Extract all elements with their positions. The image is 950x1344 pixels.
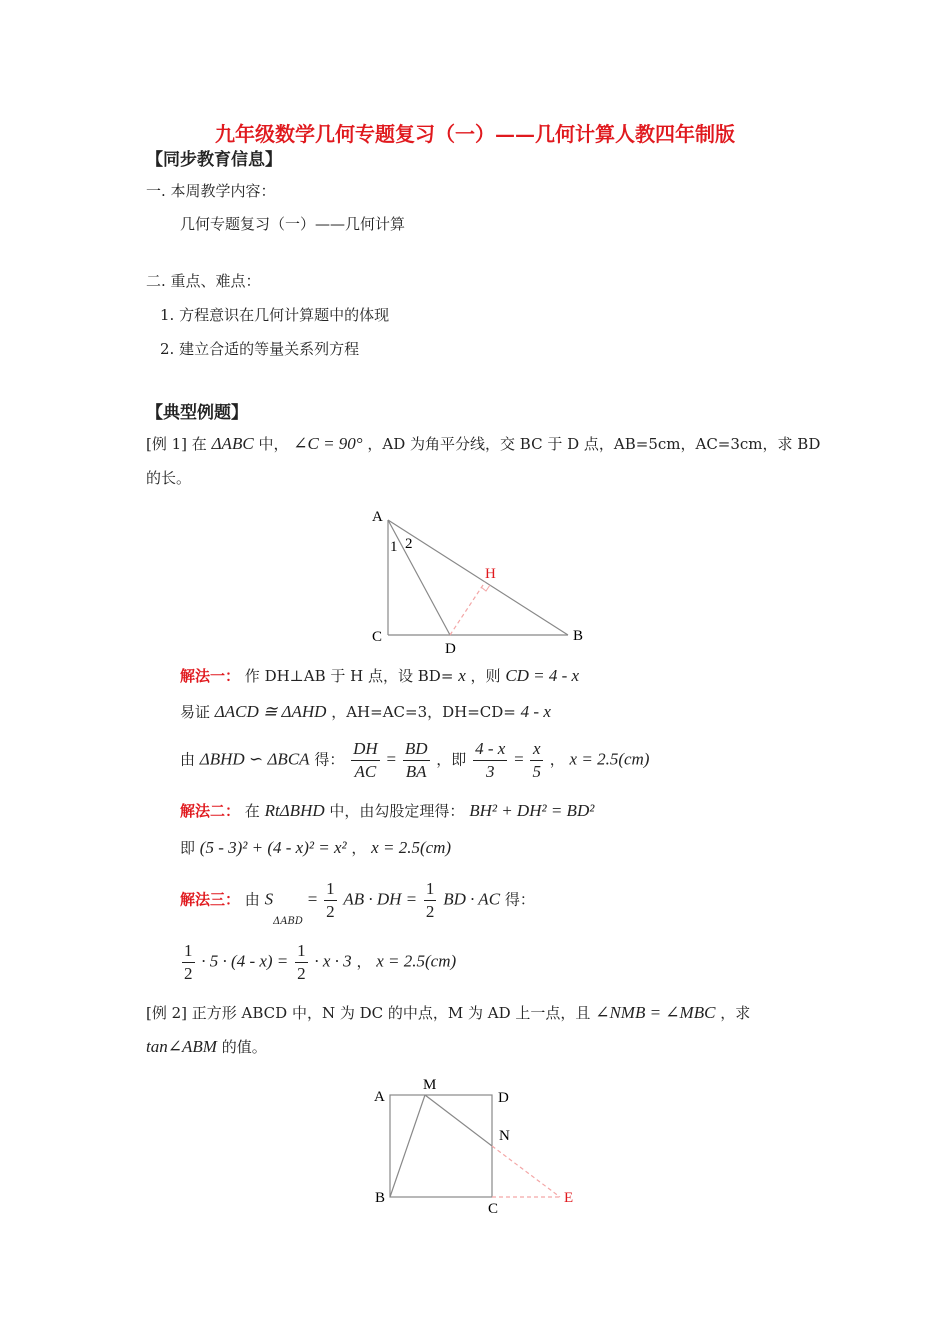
sol1-l2-congruent: ΔACD ≅ ΔAHD [214,702,327,721]
sol2-equation: (5 - 3)² + (4 - x)² = x² [199,838,347,857]
sol1-l2-text: 易证 [180,703,211,721]
half4-top: 1 [295,940,308,963]
sol3-result: x = 2.5(cm) [376,951,457,971]
solution1-line3: 由 ΔBHD ∽ ΔBCA 得： $\frac{DH}{AC}$ = $\frac{BD}{BA}$ ，即 $\frac{4 - x}{3}$ = $\frac{x}{5}$ ， x = 2.5(cm) [180,739,650,781]
example2-figure [365,1072,595,1222]
fig1-label-h: H [485,566,496,582]
sol3-l2-b: · x · 3 [314,951,352,971]
example1-line2: 的长。 [146,469,192,487]
sol3-half-2 [424,878,437,923]
section1-content: 几何专题复习（一）——几何计算 [180,215,406,233]
sol2-text: 在 [244,802,260,820]
key-point-2: 2. 建立合适的等量关系列方程 [160,340,360,358]
frac-bd-top: BD [403,738,430,761]
sol1-text: 作 DH⊥AB 于 H 点，设 BD= [244,667,454,685]
half1-top: 1 [324,878,337,901]
info-header: 【同步教育信息】 [146,150,282,170]
fig2-label-e: E [564,1190,574,1206]
sol3-l2-a: · 5 · (4 - x) = [201,951,289,971]
frac-dh-top: DH [351,738,380,761]
sol1-l2-rest: ，AH=AC=3，DH=CD= [331,703,516,721]
fig1-label-a: A [372,509,383,525]
sol1-result: x = 2.5(cm) [569,749,650,769]
sol3-area-s: S [264,889,274,909]
sol2-text2: 中，由勾股定理得： [329,802,465,820]
half4-bot: 2 [297,964,306,983]
half3-top: 1 [182,940,195,963]
fig2-label-n: N [499,1128,510,1144]
sol2-ji: 即 [180,839,196,857]
example2-line2 [146,1036,267,1057]
sol1-x: x [458,666,466,685]
frac-dh-ac [351,738,380,783]
fig2-label-c: C [488,1201,499,1217]
frac-x-5 [530,738,543,783]
sol3-half-1 [324,878,337,923]
ex2-tan: tan∠ABM [146,1037,217,1056]
fig2-label-d: D [498,1090,509,1106]
sol1-label: 解法一： [180,667,241,685]
example1-statement [146,433,820,454]
sol3-label: 解法三： [180,890,241,909]
example1-figure [360,505,600,660]
sol1-l2-tail: 4 - x [520,702,551,721]
fig1-label-1: 1 [390,539,398,555]
sol3-de: 得： [504,890,535,909]
sol1-l3-de: 得： [314,750,345,769]
sol3-you: 由 [244,890,260,909]
ex1-mid: 中， [258,435,289,453]
fig1-label-b: B [573,628,584,644]
sol3-bd-ac: BD · AC [443,889,501,909]
ex2-text: [例 2] 正方形 ABCD 中，N 为 DC 的中点，M 为 AD 上一点，且 [146,1004,591,1022]
sol1-l3-you: 由 [180,750,196,769]
frac-x5-bot: 5 [532,762,541,781]
sol3-ab-dh: AB · DH = [343,889,418,909]
sol1-mid: ，则 [470,667,501,685]
sol2-result: x = 2.5(cm) [371,838,452,857]
key-point-1: 1. 方程意识在几何计算题中的体现 [160,306,390,324]
fig1-label-c: C [372,629,383,645]
frac-dh-bot: AC [354,762,377,781]
ex1-triangle: ΔABC [211,434,254,453]
solution2-line1 [180,800,594,821]
frac-x5-top: x [530,738,543,761]
page-title: 九年级数学几何专题复习（一）——几何计算人教四年制版 [215,122,735,146]
sol2-pythagoras: BH² + DH² = BD² [469,801,595,820]
section1-label: 一. 本周教学内容： [146,182,276,200]
ex2-angle: ∠NMB = ∠MBC [595,1003,716,1022]
sol2-label: 解法二： [180,802,241,820]
examples-header: 【典型例题】 [146,403,248,423]
half1-bot: 2 [326,902,335,921]
half2-bot: 2 [425,902,435,921]
ex1-angle: ∠C = 90° [293,434,363,453]
frac-4x-3 [473,738,507,783]
ex1-text: ，AD 为角平分线，交 BC 于 D 点，AB=5cm，AC=3cm，求 BD [367,435,821,453]
sol3-half-3 [182,940,195,985]
ex1-prefix: [例 1] 在 [146,435,207,453]
sol1-l3-ji: ，即 [436,750,467,769]
sol1-l3-similar: ΔBHD ∽ ΔBCA [199,749,310,769]
half2-top: 1 [424,878,437,901]
ex2-text-end: ，求 [720,1004,751,1022]
fig1-label-2: 2 [405,536,413,552]
frac-4x-bot: 3 [485,762,495,781]
solution1-line1 [180,665,579,686]
sol1-cd-expr: CD = 4 - x [505,666,580,685]
frac-bd-ba [403,738,430,783]
solution3-line1: 解法三： 由 $S_{\Delta ABD}$ = $\frac{1}{2}$ AB · DH = $\frac{1}{2}$ BD · AC 得： [180,879,535,927]
frac-bd-bot: BA [405,762,427,781]
solution3-line2: $\frac{1}{2}$ · 5 · (4 - x) = $\frac{1}{2}$ · x · 3 ， x = 2.5(cm) [184,941,457,983]
fig2-label-m: M [423,1077,437,1093]
fig2-label-a: A [374,1089,385,1105]
solution1-line2 [180,701,551,722]
sol2-rt-triangle: RtΔBHD [264,801,325,820]
frac-4x-top: 4 - x [473,738,507,761]
ex2-line2-text: 的值。 [221,1038,267,1056]
sol3-half-4 [295,940,308,985]
solution2-line2: 即 (5 - 3)² + (4 - x)² = x² ， x = 2.5(cm) [180,838,452,857]
example2-statement [146,1002,750,1023]
half3-bot: 2 [184,964,193,983]
section2-label: 二. 重点、难点： [146,272,261,290]
sol3-area-sub: ΔABD [273,916,303,927]
fig1-label-d: D [445,641,456,657]
fig2-label-b: B [375,1190,386,1206]
